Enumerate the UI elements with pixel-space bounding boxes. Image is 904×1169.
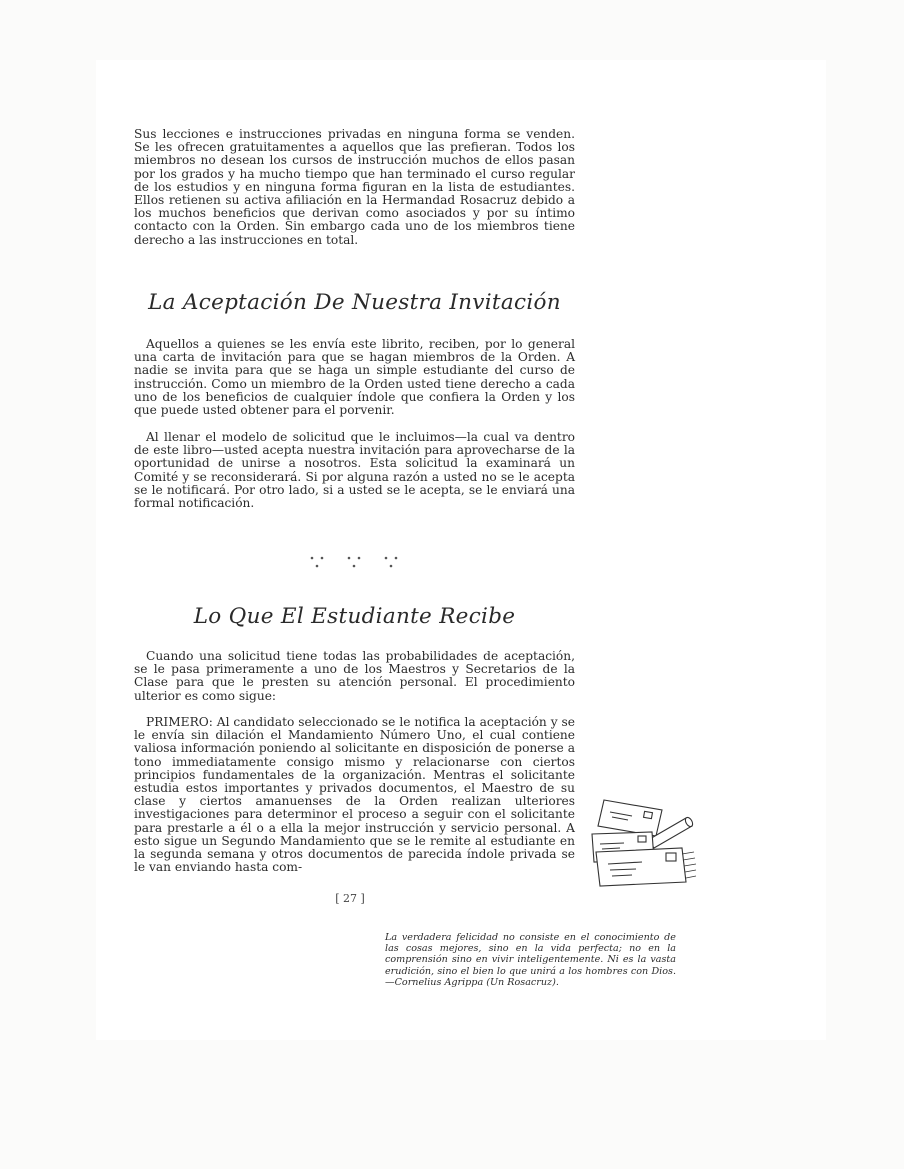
- envelopes-illustration-icon: [586, 792, 698, 890]
- student-paragraph-1: Cuando una solicitud tiene todas las probabilidades de aceptación, se le pasa primeramente a uno de los Maestros y Secretarios de la Clase para que le presten su atención personal. El procedimiento ulterior es como sigue:: [134, 649, 575, 703]
- acceptance-paragraph-1: Aquellos a quienes se les envía este librito, reciben, por lo general una carta de invitación para que se hagan miembros de la Orden. A nadie se invita para que se haga un simple estudiante del curso de instrucción. Como un miembro de la Orden usted tiene derecho a cada uno de los beneficios de cualquier índole que confiera la Orden y los que puede usted obtener para el porvenir.: [134, 337, 575, 418]
- section-title-acceptance: La Aceptación De Nuestra Invitación: [148, 290, 561, 315]
- section-title-student-receives: Lo Que El Estudiante Recibe: [193, 604, 516, 629]
- acceptance-paragraph-2: Al llenar el modelo de solicitud que le incluimos—la cual va dentro de este libro—usted acepta nuestra invitación para aprovecharse de la oportunidad de unirse a nosotros. Esta solicitud la examinará un Comité y se reconsiderará. Si por alguna razón a usted no se le acepta se le notificará. Por otro lado, si a usted se le acepta, se le enviará una formal notificación.: [134, 430, 575, 511]
- page-number: [ 27 ]: [335, 892, 365, 905]
- epigraph-quote: La verdadera felicidad no consiste en el conocimiento de las cosas mejores, sino en la vida perfecta; no en la comprensión sino en vivir inteligentemente. Ni es la vasta erudición, sino el bien lo que unirá a los hombres con Dios. —Cornelius Agrippa (Un Rosacruz).: [385, 932, 676, 988]
- student-paragraph-2: PRIMERO: Al candidato seleccionado se le notifica la aceptación y se le envía sin dilación el Mandamiento Número Uno, el cual contiene valiosa información poniendo al solicitante en disposición de ponerse a tono immediatamente consigo mismo y relacionarse con ciertos principios fundamentales de la organización. Mentras el solicitante estudia estos importantes y privados documentos, el Maestro de su clase y ciertos amanuenses de la Orden realizan ulteriores investigaciones para determinor el proceso a seguir con el solicitante para prestarle a él o a ella la mejor instrucción y servicio personal. A esto sigue un Segundo Mandamiento que se le remite al estudiante en la segunda semana y otros documentos de parecida índole privada se le van enviando hasta com-: [134, 715, 575, 875]
- intro-paragraph: Sus lecciones e instrucciones privadas en ninguna forma se venden. Se les ofrecen gratuitamentes a aquellos que las prefieran. Todos los miembros no desean los cursos de instrucción muchos de ellos pasan por los grados y ha mucho tiempo que han terminado el curso regular de los estudios y en ninguna forma figuran en la lista de estudiantes. Ellos retienen su activa afiliación en la Hermandad Rosacruz debido a los muchos beneficios que derivan como asociados y por su íntimo contacto con la Orden. Sin embargo cada uno de los miembros tiene derecho a las instrucciones en total.: [134, 127, 575, 247]
- three-dot-ornament-icon: [300, 552, 410, 572]
